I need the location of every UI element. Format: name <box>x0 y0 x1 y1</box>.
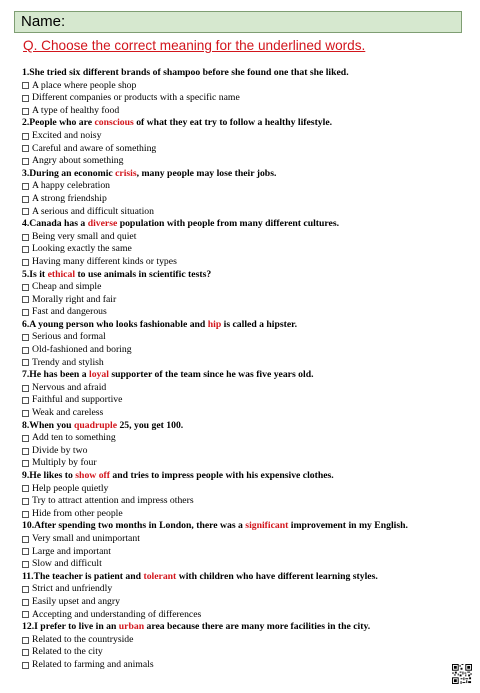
checkbox-icon[interactable] <box>22 536 29 543</box>
question-text-after: with children who have different learning styles. <box>176 570 378 582</box>
checkbox-icon[interactable] <box>22 309 29 316</box>
option-label: A type of healthy food <box>32 104 120 116</box>
answer-option[interactable] <box>22 331 462 344</box>
checkbox-icon[interactable] <box>22 637 29 644</box>
answer-option[interactable] <box>22 130 462 143</box>
instruction-heading: Q. Choose the correct meaning for the underlined words. <box>23 38 366 53</box>
question-text <box>22 420 462 433</box>
option-label: Being very small and quiet <box>32 230 137 242</box>
answer-option[interactable] <box>22 394 462 407</box>
checkbox-icon[interactable] <box>22 611 29 618</box>
question-text-before: She tried six different brands of shampoo before she found one that she liked. <box>29 67 349 78</box>
underlined-word: hip <box>207 318 222 330</box>
question-number: 5. <box>22 268 30 280</box>
underlined-word: diverse <box>87 218 118 230</box>
question-text-before: After spending two months in London, there was a <box>34 520 246 532</box>
answer-option[interactable] <box>22 92 462 105</box>
question-text-before: He has been a <box>29 369 90 381</box>
question-text-before: The teacher is patient and <box>33 570 144 582</box>
checkbox-icon[interactable] <box>22 586 29 593</box>
question-text-after: and tries to impress people with his expensive clothes. <box>110 470 334 481</box>
question-text-after: to use animals in scientific tests? <box>75 268 212 280</box>
checkbox-icon[interactable] <box>22 234 29 241</box>
checkbox-icon[interactable] <box>22 158 29 165</box>
answer-option[interactable] <box>22 306 462 319</box>
answer-option[interactable] <box>22 281 462 294</box>
question-text <box>22 168 462 181</box>
question-list <box>22 67 462 672</box>
option-label: A strong friendship <box>32 192 107 204</box>
underlined-word: tolerant <box>143 570 177 582</box>
answer-option[interactable] <box>22 609 462 622</box>
question-text-after: area because there are many more facilities in the city. <box>144 621 371 633</box>
answer-option[interactable] <box>22 483 462 496</box>
underlined-word: quadruple <box>73 419 118 431</box>
question-number: 4. <box>22 218 30 230</box>
question-number: 7. <box>22 369 30 381</box>
checkbox-icon[interactable] <box>22 296 29 303</box>
option-label: Looking exactly the same <box>32 243 132 255</box>
option-label: Related to the city <box>32 646 103 658</box>
checkbox-icon[interactable] <box>22 435 29 442</box>
answer-option[interactable] <box>22 546 462 559</box>
answer-option[interactable] <box>22 382 462 395</box>
question-text-after: improvement in my English. <box>288 520 408 532</box>
question-text-before: Is it <box>29 268 48 280</box>
answer-option[interactable] <box>22 155 462 168</box>
question-text <box>22 470 462 483</box>
question-text-after: population with people from many different cultures. <box>117 218 340 230</box>
checkbox-icon[interactable] <box>22 410 29 417</box>
answer-option[interactable] <box>22 495 462 508</box>
underlined-word: crisis <box>115 167 137 179</box>
checkbox-icon[interactable] <box>22 460 29 467</box>
answer-option[interactable] <box>22 445 462 458</box>
answer-option[interactable] <box>22 432 462 445</box>
checkbox-icon[interactable] <box>22 334 29 341</box>
option-label: Multiply by four <box>32 457 97 469</box>
option-label: Hide from other people <box>32 507 123 519</box>
checkbox-icon[interactable] <box>22 385 29 392</box>
underlined-word: significant <box>245 520 289 532</box>
checkbox-icon[interactable] <box>22 498 29 505</box>
checkbox-icon[interactable] <box>22 599 29 606</box>
answer-option[interactable] <box>22 508 462 521</box>
checkbox-icon[interactable] <box>22 485 29 492</box>
question-number: 11. <box>22 570 34 582</box>
question-number: 3. <box>22 167 30 179</box>
answer-option[interactable] <box>22 294 462 307</box>
option-label: Divide by two <box>32 444 88 456</box>
question-text-before: A young person who looks fashionable and <box>29 318 208 330</box>
option-label: Try to attract attention and impress others <box>32 495 194 507</box>
option-label: Add ten to something <box>32 432 116 444</box>
question-text <box>22 218 462 231</box>
checkbox-icon[interactable] <box>22 649 29 656</box>
answer-option[interactable] <box>22 193 462 206</box>
underlined-word: urban <box>118 621 145 633</box>
option-label: Morally right and fair <box>32 293 117 305</box>
question-text-before: I prefer to live in an <box>34 621 119 633</box>
checkbox-icon[interactable] <box>22 208 29 215</box>
question-text <box>22 319 462 332</box>
answer-option[interactable] <box>22 407 462 420</box>
option-label: A serious and difficult situation <box>32 205 154 217</box>
answer-option[interactable] <box>22 596 462 609</box>
question-number: 12. <box>22 621 35 633</box>
checkbox-icon[interactable] <box>22 246 29 253</box>
option-label: A place where people shop <box>32 79 137 91</box>
question-number: 10. <box>22 520 35 532</box>
answer-option[interactable] <box>22 533 462 546</box>
answer-option[interactable] <box>22 457 462 470</box>
underlined-word: conscious <box>94 117 134 129</box>
question-text-before: He likes to <box>29 470 76 481</box>
answer-option[interactable] <box>22 243 462 256</box>
option-label: Cheap and simple <box>32 281 102 293</box>
answer-option[interactable] <box>22 80 462 93</box>
checkbox-icon[interactable] <box>22 183 29 190</box>
option-label: Very small and unimportant <box>32 532 140 544</box>
option-label: Faithful and supportive <box>32 394 123 406</box>
checkbox-icon[interactable] <box>22 511 29 518</box>
question-text <box>22 67 462 80</box>
option-label: Related to the countryside <box>32 633 134 645</box>
underlined-word: ethical <box>47 268 76 280</box>
question-text-after: , many people may lose their jobs. <box>136 167 277 179</box>
checkbox-icon[interactable] <box>22 448 29 455</box>
checkbox-icon[interactable] <box>22 82 29 89</box>
question-text-after: supporter of the team since he was five years old. <box>108 369 314 381</box>
answer-option[interactable] <box>22 583 462 596</box>
answer-option[interactable] <box>22 344 462 357</box>
answer-option[interactable] <box>22 143 462 156</box>
underlined-word: show off <box>75 470 110 481</box>
question-number: 8. <box>22 419 30 431</box>
option-label: Different companies or products with a specific name <box>32 92 240 104</box>
checkbox-icon[interactable] <box>22 397 29 404</box>
option-label: Strict and unfriendly <box>32 583 113 595</box>
underlined-word: loyal <box>89 369 109 381</box>
question-text-before: People who are <box>29 117 95 129</box>
checkbox-icon[interactable] <box>22 145 29 152</box>
question-text-after: 25, you get 100. <box>117 419 184 431</box>
option-label: Slow and difficult <box>32 558 102 570</box>
question-text-after: of what they eat try to follow a healthy lifestyle. <box>133 117 333 129</box>
option-label: Easily upset and angry <box>32 595 120 607</box>
option-label: Serious and formal <box>32 331 106 343</box>
option-label: Help people quietly <box>32 482 109 494</box>
option-label: Old-fashioned and boring <box>32 344 132 356</box>
checkbox-icon[interactable] <box>22 561 29 568</box>
question-text-after: is called a hipster. <box>221 318 298 330</box>
checkbox-icon[interactable] <box>22 259 29 266</box>
question-text <box>22 520 462 533</box>
option-label: Fast and dangerous <box>32 306 107 318</box>
question-text <box>22 571 462 584</box>
name-label: Name: <box>21 13 66 30</box>
option-label: Careful and aware of something <box>32 142 157 154</box>
question-text <box>22 369 462 382</box>
option-label: Trendy and stylish <box>32 356 104 368</box>
answer-option[interactable] <box>22 256 462 269</box>
question-number: 9. <box>22 470 30 481</box>
option-label: Weak and careless <box>32 407 104 419</box>
option-label: Related to farming and animals <box>32 658 154 670</box>
name-field[interactable] <box>14 11 462 33</box>
question-number: 2. <box>22 117 30 129</box>
question-text-before: During an economic <box>29 167 116 179</box>
answer-option[interactable] <box>22 634 462 647</box>
answer-option[interactable] <box>22 646 462 659</box>
answer-option[interactable] <box>22 206 462 219</box>
answer-option[interactable] <box>22 659 462 672</box>
qr-code-icon <box>452 664 472 684</box>
question-number: 6. <box>22 318 30 330</box>
question-text <box>22 621 462 634</box>
option-label: Accepting and understanding of differences <box>32 608 202 620</box>
answer-option[interactable] <box>22 357 462 370</box>
question-text-before: Canada has a <box>29 218 88 230</box>
answer-option[interactable] <box>22 231 462 244</box>
option-label: Angry about something <box>32 155 124 167</box>
answer-option[interactable] <box>22 558 462 571</box>
option-label: Having many different kinds or types <box>32 255 177 267</box>
checkbox-icon[interactable] <box>22 133 29 140</box>
checkbox-icon[interactable] <box>22 347 29 354</box>
question-text <box>22 269 462 282</box>
question-text-before: When you <box>29 419 74 431</box>
checkbox-icon[interactable] <box>22 359 29 366</box>
option-label: Large and important <box>32 545 111 557</box>
checkbox-icon[interactable] <box>22 196 29 203</box>
question-number: 1. <box>22 67 30 78</box>
checkbox-icon[interactable] <box>22 548 29 555</box>
option-label: Excited and noisy <box>32 129 102 141</box>
checkbox-icon[interactable] <box>22 662 29 669</box>
question-text <box>22 117 462 130</box>
answer-option[interactable] <box>22 180 462 193</box>
option-label: A happy celebration <box>32 180 111 192</box>
checkbox-icon[interactable] <box>22 284 29 291</box>
answer-option[interactable] <box>22 105 462 118</box>
checkbox-icon[interactable] <box>22 95 29 102</box>
option-label: Nervous and afraid <box>32 381 107 393</box>
checkbox-icon[interactable] <box>22 108 29 115</box>
